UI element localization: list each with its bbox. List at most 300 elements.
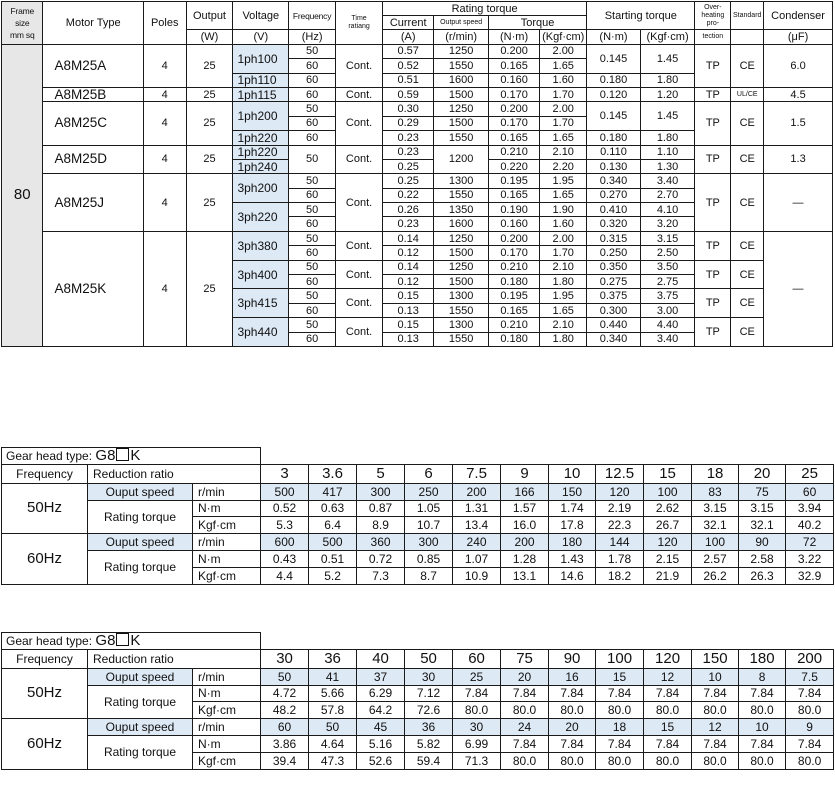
header-line: size [15,17,30,28]
speed-value: 1550 [434,332,489,346]
table-row [2,685,834,702]
standard-value: CE [731,145,764,174]
gear-type-code [95,448,140,465]
rating-torque-nm-value: 7.84 [739,735,786,752]
time-rating-header [336,2,383,45]
start-kgf-value: 4.40 [640,318,695,332]
torque-nm-value: 0.200 [488,231,539,245]
start-nm-value: 0.300 [587,303,641,317]
voltage-value: 3ph415 [233,289,289,318]
output-speed-value: 50 [261,668,309,685]
header-line: tection [702,33,724,41]
reduction-ratio-value: 150 [692,649,739,668]
torque-kgf-value: 1.80 [540,332,587,346]
start-kgf-value: 1.80 [640,73,695,87]
current-value: 0.29 [383,116,434,130]
output-speed-value: 41 [309,668,357,685]
rating-torque-nm-value: 7.84 [596,685,644,702]
motor-type: A8M25B [43,87,143,101]
nm-unit: N·m [193,735,261,752]
output-speed-value: 150 [549,483,596,500]
torque-nm-value: 0.180 [488,332,539,346]
condenser-value: — [764,174,833,232]
rating-torque-nm-value: 5.16 [357,735,405,752]
table-row [2,102,833,116]
standard-header: Standard [731,2,764,30]
torque-kgf-value: 1.65 [540,188,587,202]
output-speed-value: 120 [596,483,644,500]
torque-kgf-value: 2.00 [540,44,587,58]
table-row [2,231,833,245]
current-value: 0.12 [383,275,434,289]
time-rating-value: Cont. [336,87,383,101]
speed-unit: r/min [193,719,261,736]
torque-kgf-value: 1.70 [540,87,587,101]
frequency-value: 50 [289,145,336,174]
kgf-unit: Kgf·cm [193,752,261,769]
kgf-unit: Kgf·cm [193,517,261,534]
output-speed-label: Ouput speed [88,534,193,551]
start-nm-value: 0.145 [587,102,641,131]
frequency-value: 50 [289,260,336,274]
start-nm-value: 0.410 [587,203,641,217]
table-row [2,668,834,685]
standard-value: CE [731,44,764,87]
header-line: heating [701,11,725,19]
table-row [2,735,834,752]
voltage-header: Voltage [233,2,289,30]
current-unit: (A) [383,30,434,44]
torque-kgf-unit: (Kgf·cm) [540,30,587,44]
torque-nm-value: 0.200 [488,102,539,116]
current-value: 0.57 [383,44,434,58]
rating-torque-nm-value: 7.84 [501,685,549,702]
start-nm-value: 0.340 [587,332,641,346]
voltage-value: 1ph100 [233,44,289,73]
table-row [2,2,833,16]
rating-torque-kgf-value: 13.1 [501,567,549,584]
reduction-ratio-header: Reduction ratio [88,464,261,483]
rating-torque-nm-value: 4.64 [309,735,357,752]
condenser-value: 1.5 [764,102,833,145]
start-kgf-value: 1.80 [640,131,695,145]
output-speed-value: 500 [309,534,357,551]
title-blank [261,448,834,465]
start-kgf-value: 3.20 [640,217,695,231]
start-nm-value: 0.275 [587,275,641,289]
table-row [2,145,833,159]
output-speed-value: 20 [501,668,549,685]
motor-type: A8M25A [43,44,143,87]
condenser-value: 6.0 [764,44,833,87]
rating-torque-nm-value: 2.58 [739,550,786,567]
output-speed-label: Ouput speed [88,719,193,736]
poles-value: 4 [143,174,186,232]
voltage-value: 3ph220 [233,203,289,232]
speed-unit: r/min [193,534,261,551]
table-row [2,464,834,483]
gear-title-prefix: Gear head type: [6,449,93,464]
output-speed-value: 200 [501,534,549,551]
voltage-value: 1ph220 [233,145,289,159]
torque-nm-value: 0.195 [488,289,539,303]
output-speed-value: 30 [453,719,501,736]
condenser-unit: (μF) [764,30,833,44]
rating-torque-nm-value: 5.82 [405,735,453,752]
output-speed-value: 240 [453,534,501,551]
rating-torque-nm-value: 7.84 [786,735,834,752]
rating-torque-nm-value: 2.62 [644,500,692,517]
output-speed-label: Ouput speed [88,483,193,500]
reduction-ratio-header: Reduction ratio [88,649,261,668]
rating-torque-kgf-value: 80.0 [739,702,786,719]
gear-head-table-1 [1,447,834,585]
rating-torque-kgf-value: 80.0 [786,702,834,719]
motor-type: A8M25J [43,174,143,232]
rating-torque-kgf-value: 32.1 [739,517,786,534]
start-kgf-value: 3.15 [640,231,695,245]
rating-torque-nm-value: 5.66 [309,685,357,702]
rating-torque-kgf-value: 72.6 [405,702,453,719]
start-kgf-value: 3.50 [640,260,695,274]
speed-value: 1500 [434,116,489,130]
frequency-value: 50 [289,289,336,303]
gear-type-prefix: G8 [95,447,116,465]
reduction-ratio-value: 90 [549,649,596,668]
overheating-value: TP [695,174,731,232]
rating-torque-kgf-value: 8.7 [405,567,453,584]
rating-torque-nm-value: 7.84 [501,735,549,752]
standard-value: CE [731,231,764,260]
frequency-value: 60 [289,59,336,73]
overheating-unit [695,30,731,44]
output-speed-value: 10 [739,719,786,736]
current-value: 0.26 [383,203,434,217]
frequency-value: 50 [289,231,336,245]
overheating-header [695,2,731,30]
output-speed-value: 180 [549,534,596,551]
torque-nm-value: 0.165 [488,303,539,317]
start-nm-value: 0.340 [587,174,641,188]
torque-nm-value: 0.170 [488,246,539,260]
output-value: 25 [186,44,233,87]
placeholder-box-icon [116,633,129,646]
current-value: 0.14 [383,260,434,274]
header-line: Over- [704,3,722,11]
time-rating-value: Cont. [336,44,383,87]
start-kgf-value: 1.10 [640,145,695,159]
rating-torque-nm-value: 0.52 [261,500,309,517]
frequency-value: 60 [289,246,336,260]
overheating-value: TP [695,44,731,87]
output-speed-value: 50 [309,719,357,736]
rating-torque-nm-value: 0.87 [357,500,405,517]
time-rating-value: Cont. [336,318,383,347]
table-row [2,633,834,650]
start-kgf-value: 3.00 [640,303,695,317]
rating-torque-nm-value: 6.29 [357,685,405,702]
torque-nm-value: 0.195 [488,174,539,188]
output-speed-value: 9 [786,719,834,736]
rating-torque-label: Rating torque [88,735,193,769]
start-nm-value: 0.250 [587,246,641,260]
torque-kgf-value: 1.70 [540,246,587,260]
output-speed-value: 12 [692,719,739,736]
rating-torque-kgf-value: 5.3 [261,517,309,534]
start-kgf-value: 3.40 [640,174,695,188]
table-row [2,500,834,517]
frame-size-value: 80 [2,44,43,346]
output-speed-value: 300 [405,534,453,551]
rating-torque-nm-value: 0.51 [309,550,357,567]
speed-value: 1250 [434,44,489,58]
rating-torque-kgf-value: 80.0 [549,702,596,719]
reduction-ratio-value: 100 [596,649,644,668]
torque-kgf-value: 1.60 [540,73,587,87]
rating-torque-nm-value: 0.43 [261,550,309,567]
output-speed-value: 36 [405,719,453,736]
kgf-unit: Kgf·cm [193,567,261,584]
output-value: 25 [186,174,233,232]
reduction-ratio-value: 6 [405,464,453,483]
output-speed-unit: (r/min) [434,30,489,44]
torque-kgf-value: 1.95 [540,174,587,188]
torque-kgf-value: 1.60 [540,217,587,231]
output-speed-header: Output speed [434,16,489,30]
rating-torque-kgf-value: 26.7 [644,517,692,534]
rating-torque-kgf-value: 80.0 [786,752,834,769]
rating-torque-nm-value: 6.99 [453,735,501,752]
torque-nm-value: 0.160 [488,217,539,231]
output-speed-value: 250 [405,483,453,500]
kgf-unit: Kgf·cm [193,702,261,719]
overheating-value: TP [695,260,731,289]
time-rating-value: Cont. [336,174,383,232]
reduction-ratio-value: 12.5 [596,464,644,483]
torque-nm-value: 0.190 [488,203,539,217]
output-speed-value: 30 [405,668,453,685]
voltage-value: 3ph200 [233,174,289,203]
rating-torque-kgf-value: 48.2 [261,702,309,719]
current-value: 0.30 [383,102,434,116]
torque-kgf-value: 2.20 [540,159,587,173]
reduction-ratio-value: 40 [357,649,405,668]
gear-head-type-title [2,633,261,650]
frequency-value: 60 [289,275,336,289]
current-value: 0.51 [383,73,434,87]
rating-torque-kgf-value: 26.2 [692,567,739,584]
output-speed-value: 12 [644,668,692,685]
output-speed-value: 24 [501,719,549,736]
output-speed-value: 16 [549,668,596,685]
current-value: 0.52 [383,59,434,73]
rating-torque-kgf-value: 80.0 [644,752,692,769]
rating-torque-kgf-value: 21.9 [644,567,692,584]
frequency-header: Frequency [2,464,88,483]
start-kgf-value: 3.40 [640,332,695,346]
rating-torque-kgf-value: 40.2 [786,517,834,534]
rating-torque-nm-value: 7.84 [692,685,739,702]
rating-torque-kgf-value: 80.0 [549,752,596,769]
torque-nm-value: 0.170 [488,116,539,130]
gear-type-suffix: K [130,447,141,465]
reduction-ratio-value: 200 [786,649,834,668]
gear-type-prefix: G8 [95,632,116,650]
output-speed-value: 45 [357,719,405,736]
torque-kgf-value: 1.90 [540,203,587,217]
condenser-value: — [764,231,833,346]
torque-nm-value: 0.165 [488,131,539,145]
torque-nm-value: 0.210 [488,145,539,159]
voltage-value: 3ph400 [233,260,289,289]
output-header: Output [186,2,233,30]
speed-value: 1300 [434,289,489,303]
output-speed-value: 417 [309,483,357,500]
frequency-value: 50Hz [2,483,88,533]
rating-torque-kgf-value: 4.4 [261,567,309,584]
current-header: Current [383,16,434,30]
start-kgf-value: 1.45 [640,44,695,73]
placeholder-box-icon [116,448,129,461]
start-kgf-value: 2.50 [640,246,695,260]
standard-value: UL/CE [731,87,764,101]
rating-torque-kgf-value: 57.8 [309,702,357,719]
reduction-ratio-value: 120 [644,649,692,668]
torque-nm-value: 0.165 [488,188,539,202]
reduction-ratio-value: 18 [692,464,739,483]
current-value: 0.15 [383,289,434,303]
gear-type-code [95,633,140,650]
torque-nm-value: 0.210 [488,260,539,274]
motor-type-header: Motor Type [43,2,143,45]
torque-nm-value: 0.165 [488,59,539,73]
start-nm-value: 0.180 [587,131,641,145]
rating-torque-kgf-value: 64.2 [357,702,405,719]
reduction-ratio-value: 3 [261,464,309,483]
output-speed-value: 15 [644,719,692,736]
frequency-value: 60 [289,131,336,145]
rating-torque-kgf-value: 80.0 [739,752,786,769]
start-kgf-value: 2.70 [640,188,695,202]
poles-header: Poles [143,2,186,45]
output-unit: (W) [186,30,233,44]
output-speed-value: 300 [357,483,405,500]
output-speed-value: 10 [692,668,739,685]
rating-torque-nm-value: 4.72 [261,685,309,702]
rating-torque-kgf-value: 13.4 [453,517,501,534]
speed-value: 1250 [434,231,489,245]
rating-torque-kgf-value: 52.6 [357,752,405,769]
current-value: 0.23 [383,131,434,145]
rating-torque-kgf-value: 10.7 [405,517,453,534]
standard-value: CE [731,318,764,347]
rating-torque-nm-value: 7.84 [739,685,786,702]
torque-nm-unit: (N·m) [488,30,539,44]
speed-value: 1300 [434,174,489,188]
frequency-value: 50 [289,318,336,332]
start-kgf-value: 3.75 [640,289,695,303]
rating-torque-nm-value: 7.12 [405,685,453,702]
rating-torque-label: Rating torque [88,500,193,534]
poles-value: 4 [143,44,186,87]
reduction-ratio-value: 75 [501,649,549,668]
reduction-ratio-value: 25 [786,464,834,483]
rating-torque-kgf-value: 17.8 [549,517,596,534]
start-nm-value: 0.375 [587,289,641,303]
reduction-ratio-value: 15 [644,464,692,483]
torque-nm-value: 0.220 [488,159,539,173]
voltage-value: 3ph440 [233,318,289,347]
start-kgf-value: 4.10 [640,203,695,217]
table-row [2,174,833,188]
rating-torque-nm-value: 1.57 [501,500,549,517]
header-line: Frame [10,5,35,16]
rating-torque-nm-value: 7.84 [692,735,739,752]
output-speed-value: 600 [261,534,309,551]
rating-torque-nm-value: 1.74 [549,500,596,517]
speed-value: 1600 [434,73,489,87]
time-rating-value: Cont. [336,231,383,260]
speed-unit: r/min [193,668,261,685]
rating-torque-kgf-value: 80.0 [596,752,644,769]
rating-torque-kgf-value: 80.0 [596,702,644,719]
rating-torque-nm-value: 3.15 [739,500,786,517]
starting-torque-header: Starting torque [587,2,695,30]
rating-torque-nm-value: 3.86 [261,735,309,752]
standard-value: CE [731,260,764,289]
output-speed-value: 25 [453,668,501,685]
output-speed-value: 500 [261,483,309,500]
torque-kgf-value: 2.00 [540,231,587,245]
torque-header: Torque [488,16,586,30]
rating-torque-nm-value: 3.94 [786,500,834,517]
nm-unit: N·m [193,550,261,567]
overheating-value: TP [695,289,731,318]
rating-torque-nm-value: 0.85 [405,550,453,567]
condenser-value: 4.5 [764,87,833,101]
speed-value: 1300 [434,318,489,332]
rating-torque-nm-value: 7.84 [644,735,692,752]
output-speed-value: 83 [692,483,739,500]
motor-type: A8M25C [43,102,143,145]
speed-value: 1600 [434,217,489,231]
standard-value: CE [731,102,764,145]
torque-nm-value: 0.160 [488,73,539,87]
output-speed-value: 20 [549,719,596,736]
standard-value: CE [731,289,764,318]
torque-kgf-value: 1.80 [540,275,587,289]
output-speed-value: 8 [739,668,786,685]
motor-type: A8M25D [43,145,143,174]
current-value: 0.23 [383,217,434,231]
frequency-unit: (Hz) [289,30,336,44]
voltage-value: 3ph380 [233,231,289,260]
rating-torque-kgf-value: 14.6 [549,567,596,584]
reduction-ratio-value: 36 [309,649,357,668]
frequency-header: Frequency [2,649,88,668]
current-value: 0.14 [383,231,434,245]
poles-value: 4 [143,102,186,145]
motor-type: A8M25K [43,231,143,346]
rating-torque-kgf-value: 39.4 [261,752,309,769]
rating-torque-kgf-value: 80.0 [501,752,549,769]
rating-torque-nm-value: 7.84 [644,685,692,702]
output-speed-value: 7.5 [786,668,834,685]
standard-value: CE [731,174,764,232]
start-nm-value: 0.130 [587,159,641,173]
torque-kgf-value: 2.10 [540,145,587,159]
rating-torque-nm-value: 7.84 [786,685,834,702]
